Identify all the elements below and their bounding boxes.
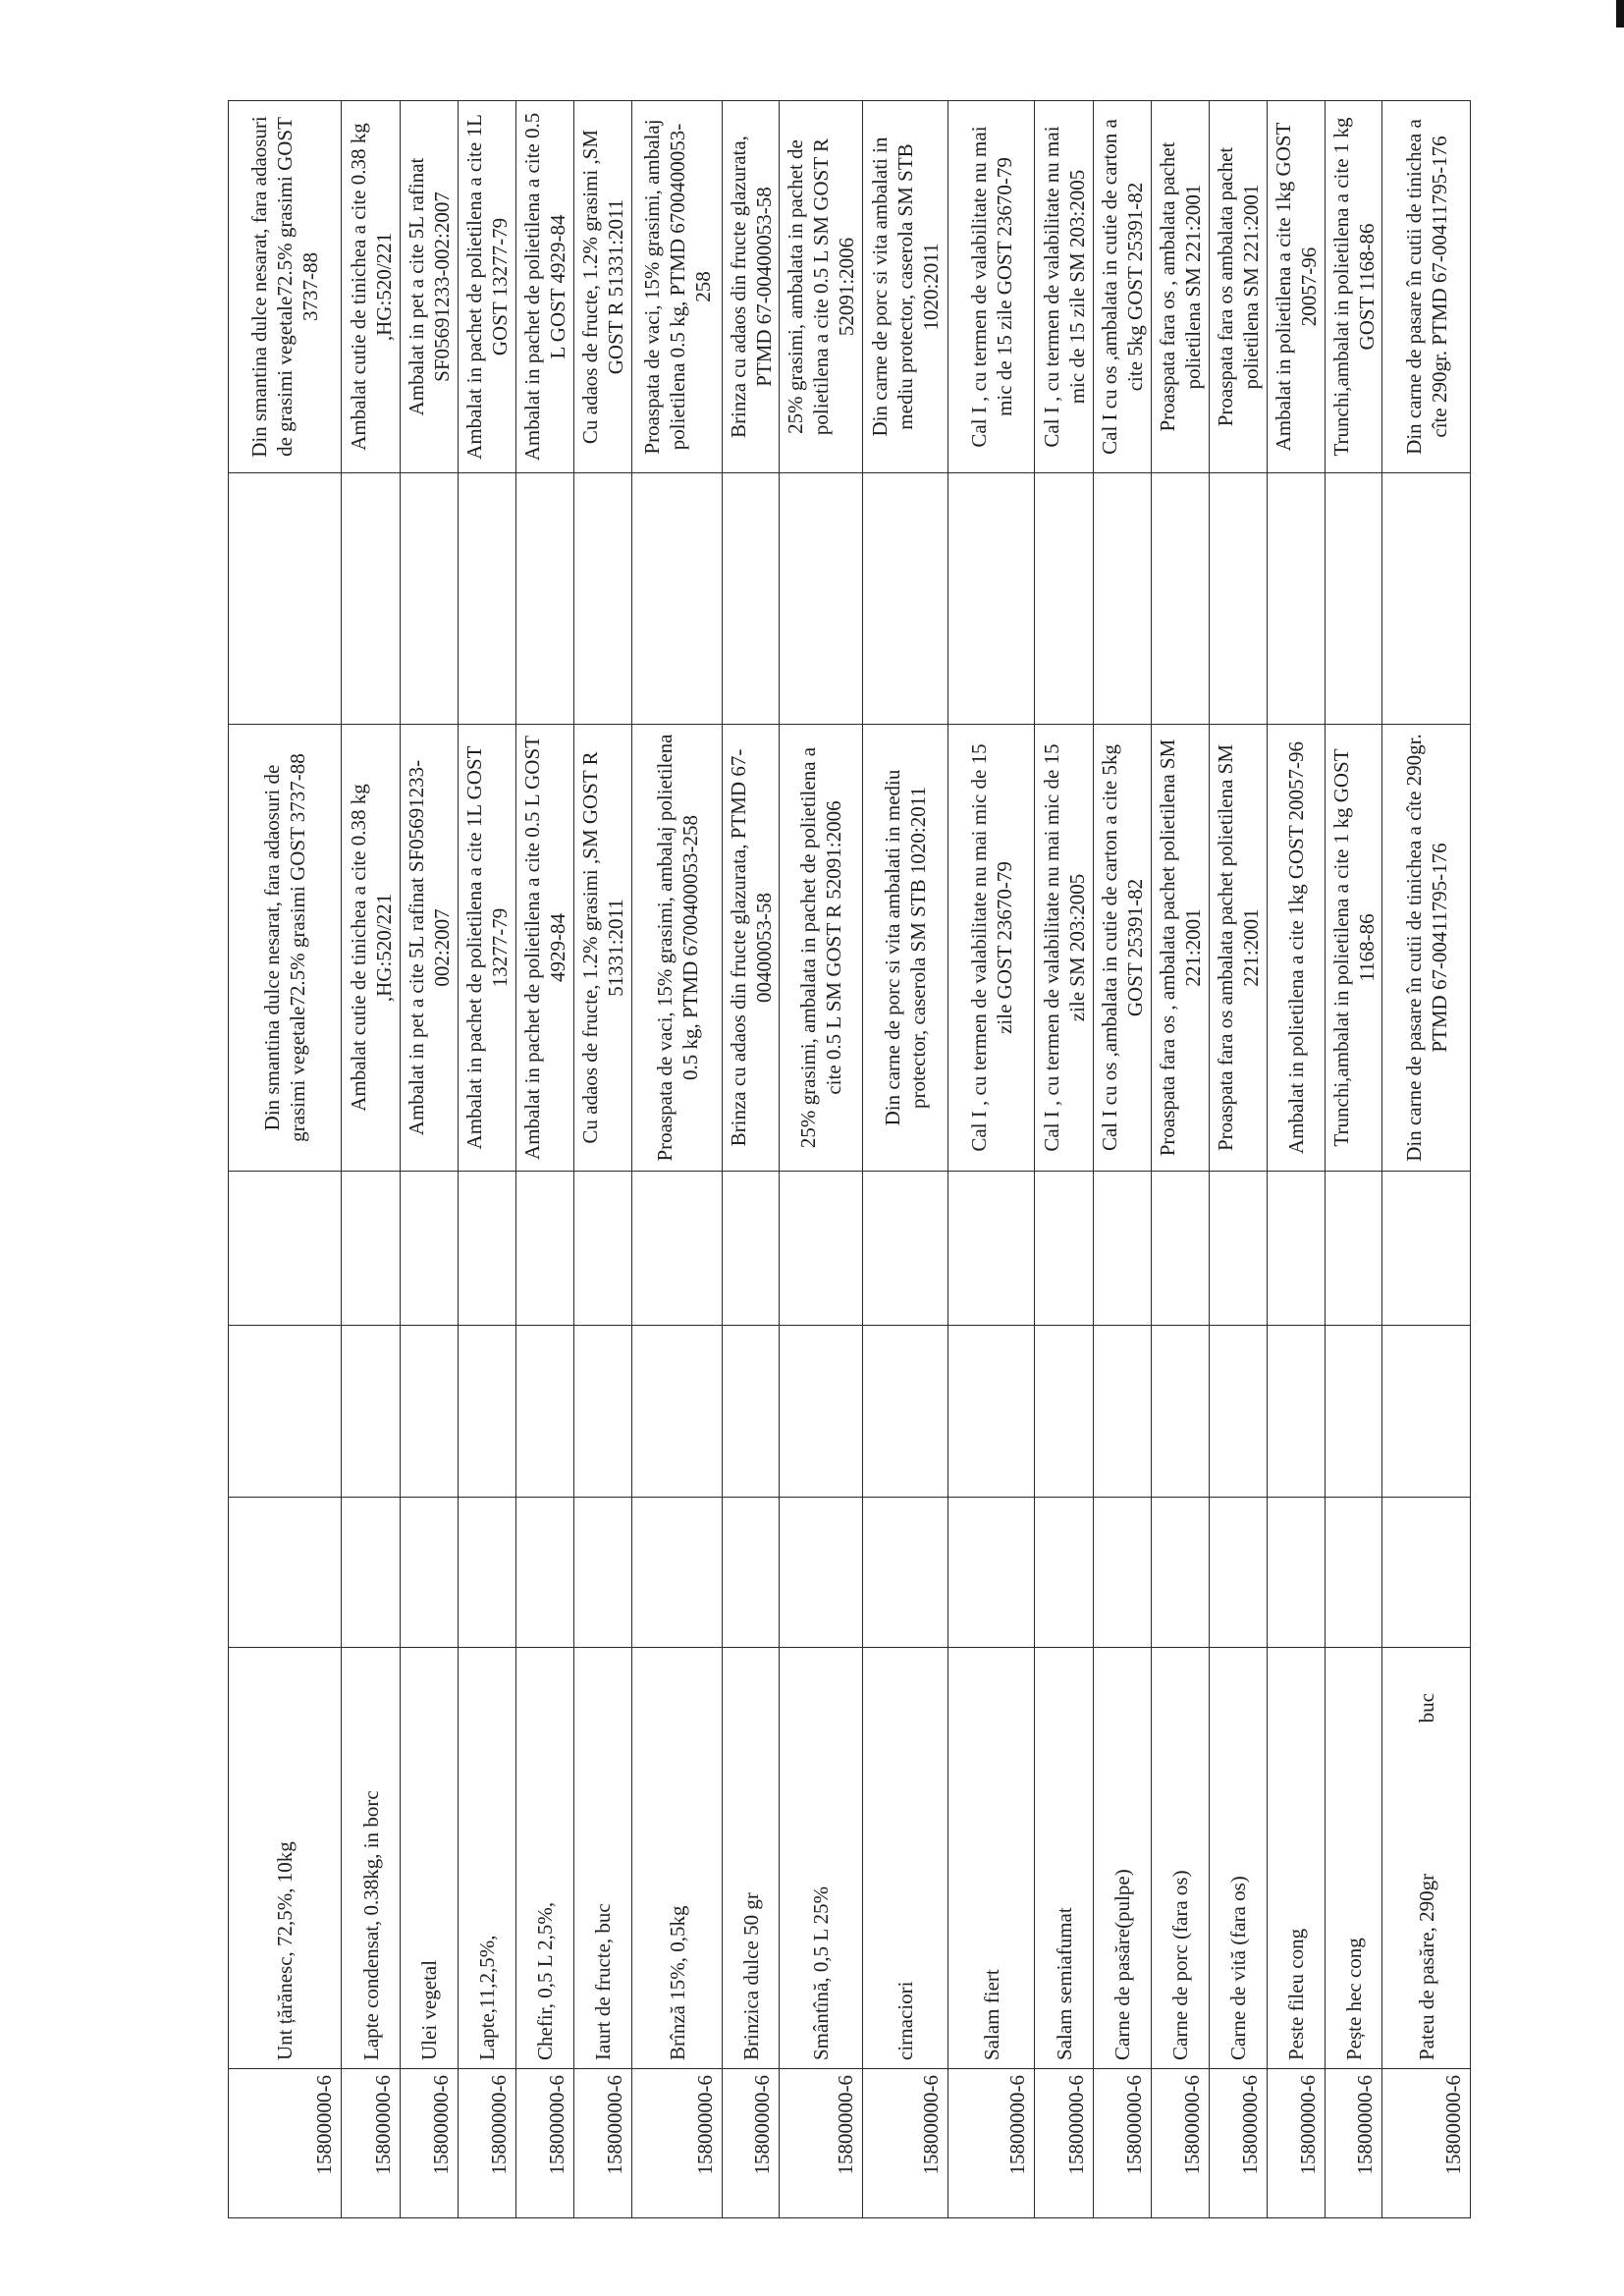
cpv-code-cell: 15800000-6: [229, 2069, 342, 2218]
table-row: [863, 101, 948, 2218]
empty-cell: [863, 1172, 948, 1326]
product-name-cell: [863, 1648, 948, 2069]
table-row: [1210, 101, 1268, 2218]
scan-edge-mark: [1616, 0, 1624, 27]
empty-cell: [1268, 1172, 1326, 1326]
product-name-cell: [401, 1648, 459, 2069]
empty-cell: [1094, 473, 1152, 725]
required-specification-cell: Cu adaos de fructe, 1.2% grasimi ,SM GOST R 51331:2011: [574, 725, 632, 1172]
product-name-cell: [780, 1648, 863, 2069]
offered-specification-cell: Ambalat cutie de tinichea a cite 0.38 kg ,HG:520/221: [342, 101, 401, 473]
cpv-code-cell: 15800000-6: [1382, 2069, 1471, 2218]
table-row: [1152, 101, 1210, 2218]
product-name-cell: [459, 1648, 516, 2069]
empty-cell: [1382, 1172, 1471, 1326]
empty-cell: [342, 1326, 401, 1498]
empty-cell: [401, 1498, 459, 1648]
product-name-cell: [1094, 1648, 1152, 2069]
product-name-cell: [229, 1648, 342, 2069]
product-name-cell: [948, 1648, 1035, 2069]
offered-specification-cell: Ambalat in polietilena a cite 1kg GOST 20057-96: [1268, 101, 1326, 473]
empty-cell: [1152, 473, 1210, 725]
product-name: Peste fileu cong: [1284, 1928, 1308, 2060]
empty-cell: [1268, 1498, 1326, 1648]
empty-cell: [516, 473, 574, 725]
rotated-page: [228, 101, 1470, 2218]
empty-cell: [632, 1326, 723, 1498]
offered-specification-cell: Cal I , cu termen de valabilitate nu mai mic de 15 zile SM 203:2005: [1035, 101, 1094, 473]
offered-specification-cell: Ambalat in pet a cite 5L rafinat SF05691233-002:2007: [401, 101, 459, 473]
product-specification-table: [228, 100, 1471, 2218]
empty-cell: [1326, 473, 1382, 725]
product-name: Lapte condensat, 0.38kg, in borc: [358, 1790, 383, 2060]
product-name: Iaurt de fructe, buc: [591, 1903, 615, 2060]
empty-cell: [1210, 1172, 1268, 1326]
empty-cell: [229, 1172, 342, 1326]
table-row: [1382, 101, 1471, 2218]
empty-cell: [459, 1326, 516, 1498]
empty-cell: [342, 473, 401, 725]
empty-cell: [948, 473, 1035, 725]
product-name: Carne de vită (fara os): [1226, 1876, 1250, 2060]
required-specification-cell: Ambalat in pet a cite 5L rafinat SF05691233-002:2007: [401, 725, 459, 1172]
cpv-code-cell: 15800000-6: [723, 2069, 780, 2218]
cpv-code-cell: 15800000-6: [401, 2069, 459, 2218]
empty-cell: [1094, 1172, 1152, 1326]
required-specification-cell: Din carne de pasare în cutii de tinichea a cîte 290gr. PTMD 67-00411795-176: [1382, 725, 1471, 1172]
empty-cell: [459, 1498, 516, 1648]
empty-cell: [723, 1172, 780, 1326]
empty-cell: [780, 1498, 863, 1648]
product-name-cell: [1382, 1648, 1471, 2069]
required-specification-cell: 25% grasimi, ambalata in pachet de polietilena a cite 0.5 L SM GOST R 52091:2006: [780, 725, 863, 1172]
empty-cell: [574, 473, 632, 725]
unit-label: buc: [1414, 1693, 1438, 1723]
cpv-code-cell: 15800000-6: [1326, 2069, 1382, 2218]
empty-cell: [401, 1172, 459, 1326]
product-name: Chefir, 0,5 L 2,5%,: [533, 1901, 557, 2060]
empty-cell: [516, 1326, 574, 1498]
cpv-code-cell: 15800000-6: [342, 2069, 401, 2218]
required-specification-cell: Cal I cu os ,ambalata in cutie de carton a cite 5kg GOST 25391-82: [1094, 725, 1152, 1172]
product-name: Carne de pasăre(pulpe): [1110, 1869, 1134, 2060]
product-name: Pește hec cong: [1341, 1938, 1366, 2060]
offered-specification-cell: Proaspata fara os , ambalata pachet polietilena SM 221:2001: [1152, 101, 1210, 473]
empty-cell: [574, 1498, 632, 1648]
empty-cell: [1382, 1498, 1471, 1648]
empty-cell: [863, 473, 948, 725]
empty-cell: [574, 1172, 632, 1326]
empty-cell: [632, 473, 723, 725]
required-specification-cell: Din smantina dulce nesarat, fara adaosuri de grasimi vegetale72.5% grasimi GOST 3737-88: [229, 725, 342, 1172]
empty-cell: [632, 1172, 723, 1326]
table-row: [1326, 101, 1382, 2218]
empty-cell: [1035, 473, 1094, 725]
required-specification-cell: Proaspata de vaci, 15% grasimi, ambalaj polietilena 0.5 kg, PTMD 6700400053-258: [632, 725, 723, 1172]
empty-cell: [723, 473, 780, 725]
empty-cell: [459, 473, 516, 725]
empty-cell: [1326, 1498, 1382, 1648]
empty-cell: [229, 1498, 342, 1648]
product-name: Brinzica dulce 50 gr: [738, 1892, 763, 2060]
required-specification-cell: Ambalat in pachet de polietilena a cite 1L GOST 13277-79: [459, 725, 516, 1172]
empty-cell: [948, 1172, 1035, 1326]
empty-cell: [342, 1498, 401, 1648]
empty-cell: [516, 1498, 574, 1648]
cpv-code-cell: 15800000-6: [1210, 2069, 1268, 2218]
product-name-cell: [1035, 1648, 1094, 2069]
empty-cell: [1382, 1326, 1471, 1498]
empty-cell: [780, 1326, 863, 1498]
empty-cell: [1035, 1172, 1094, 1326]
product-name: Salam fiert: [979, 1969, 1003, 2060]
table-row: [342, 101, 401, 2218]
table-row: [229, 101, 342, 2218]
offered-specification-cell: Trunchi,ambalat in polietilena a cite 1 kg GOST 1168-86: [1326, 101, 1382, 473]
offered-specification-cell: Din smantina dulce nesarat, fara adaosuri de grasimi vegetale72.5% grasimi GOST 3737-88: [229, 101, 342, 473]
empty-cell: [1094, 1498, 1152, 1648]
empty-cell: [1152, 1172, 1210, 1326]
offered-specification-cell: Brinza cu adaos din fructe glazurata, PTMD 67-00400053-58: [723, 101, 780, 473]
offered-specification-cell: Ambalat in pachet de polietilena a cite 1L GOST 13277-79: [459, 101, 516, 473]
empty-cell: [1152, 1326, 1210, 1498]
empty-cell: [1268, 1326, 1326, 1498]
required-specification-cell: Din carne de porc si vita ambalati in mediu protector, caserola SM STB 1020:2011: [863, 725, 948, 1172]
table-row: [780, 101, 863, 2218]
required-specification-cell: Ambalat cutie de tinichea a cite 0.38 kg ,HG:520/221: [342, 725, 401, 1172]
empty-cell: [401, 1326, 459, 1498]
required-specification-cell: Cal I , cu termen de valabilitate nu mai mic de 15 zile GOST 23670-79: [948, 725, 1035, 1172]
cpv-code-cell: 15800000-6: [1268, 2069, 1326, 2218]
cpv-code-cell: 15800000-6: [948, 2069, 1035, 2218]
offered-specification-cell: Cal I , cu termen de valabilitate nu mai mic de 15 zile GOST 23670-79: [948, 101, 1035, 473]
empty-cell: [229, 473, 342, 725]
required-specification-cell: Ambalat in pachet de polietilena a cite 0.5 L GOST 4929-84: [516, 725, 574, 1172]
offered-specification-cell: Cu adaos de fructe, 1.2% grasimi ,SM GOST R 51331:2011: [574, 101, 632, 473]
required-specification-cell: Cal I , cu termen de valabilitate nu mai mic de 15 zile SM 203:2005: [1035, 725, 1094, 1172]
product-name: Pateu de pasăre, 290gr: [1414, 1873, 1438, 2060]
product-name: Brînză 15%, 0,5kg: [665, 1905, 689, 2060]
product-name: Lapte,11,2,5%,: [475, 1935, 499, 2060]
product-name: Ulei vegetal: [417, 1959, 441, 2060]
empty-cell: [723, 1498, 780, 1648]
product-name: Unt țărănesc, 72,5%, 10kg: [273, 1841, 297, 2060]
product-name-cell: [516, 1648, 574, 2069]
table-row: [948, 101, 1035, 2218]
offered-specification-cell: Cal I cu os ,ambalata in cutie de carton a cite 5kg GOST 25391-82: [1094, 101, 1152, 473]
product-name-cell: [1326, 1648, 1382, 2069]
required-specification-cell: Proaspata fara os ambalata pachet polietilena SM 221:2001: [1210, 725, 1268, 1172]
empty-cell: [1094, 1326, 1152, 1498]
required-specification-cell: Brinza cu adaos din fructe glazurata, PTMD 67-00400053-58: [723, 725, 780, 1172]
product-name-cell: [1152, 1648, 1210, 2069]
table-row: [723, 101, 780, 2218]
empty-cell: [1210, 1326, 1268, 1498]
empty-cell: [1382, 473, 1471, 725]
empty-cell: [342, 1172, 401, 1326]
cpv-code-cell: 15800000-6: [459, 2069, 516, 2218]
product-name: Smântînă, 0,5 L 25%: [809, 1886, 833, 2060]
required-specification-cell: Trunchi,ambalat in polietilena a cite 1 kg GOST 1168-86: [1326, 725, 1382, 1172]
empty-cell: [1152, 1498, 1210, 1648]
cpv-code-cell: 15800000-6: [863, 2069, 948, 2218]
table-row: [1268, 101, 1326, 2218]
empty-cell: [1035, 1326, 1094, 1498]
cpv-code-cell: 15800000-6: [632, 2069, 723, 2218]
product-name-cell: [632, 1648, 723, 2069]
empty-cell: [1035, 1498, 1094, 1648]
table-row: [1035, 101, 1094, 2218]
table-row: [401, 101, 459, 2218]
offered-specification-cell: Din carne de porc si vita ambalati in mediu protector, caserola SM STB 1020:2011: [863, 101, 948, 473]
empty-cell: [863, 1498, 948, 1648]
product-name-cell: [1210, 1648, 1268, 2069]
empty-cell: [1268, 473, 1326, 725]
offered-specification-cell: Proaspata de vaci, 15% grasimi, ambalaj polietilena 0.5 kg, PTMD 6700400053-258: [632, 101, 723, 473]
empty-cell: [401, 473, 459, 725]
product-name: Salam semiafumat: [1052, 1907, 1076, 2060]
empty-cell: [1326, 1326, 1382, 1498]
empty-cell: [780, 1172, 863, 1326]
product-name-cell: [723, 1648, 780, 2069]
empty-cell: [948, 1326, 1035, 1498]
product-name-cell: [342, 1648, 401, 2069]
table-row: [632, 101, 723, 2218]
empty-cell: [574, 1326, 632, 1498]
empty-cell: [948, 1498, 1035, 1648]
required-specification-cell: Ambalat in polietilena a cite 1kg GOST 20057-96: [1268, 725, 1326, 1172]
empty-cell: [229, 1326, 342, 1498]
cpv-code-cell: 15800000-6: [1094, 2069, 1152, 2218]
empty-cell: [723, 1326, 780, 1498]
table-row: [574, 101, 632, 2218]
empty-cell: [1326, 1172, 1382, 1326]
offered-specification-cell: Din carne de pasare în cutii de tinichea a cîte 290gr. PTMD 67-00411795-176: [1382, 101, 1471, 473]
cpv-code-cell: 15800000-6: [1035, 2069, 1094, 2218]
offered-specification-cell: Proaspata fara os ambalata pachet polietilena SM 221:2001: [1210, 101, 1268, 473]
empty-cell: [632, 1498, 723, 1648]
table-row: [1094, 101, 1152, 2218]
table-row: [459, 101, 516, 2218]
product-name-cell: [574, 1648, 632, 2069]
cpv-code-cell: 15800000-6: [516, 2069, 574, 2218]
cpv-code-cell: 15800000-6: [1152, 2069, 1210, 2218]
empty-cell: [780, 473, 863, 725]
empty-cell: [863, 1326, 948, 1498]
cpv-code-cell: 15800000-6: [780, 2069, 863, 2218]
product-name-cell: [1268, 1648, 1326, 2069]
offered-specification-cell: 25% grasimi, ambalata in pachet de polietilena a cite 0.5 L SM GOST R 52091:2006: [780, 101, 863, 473]
empty-cell: [459, 1172, 516, 1326]
table-row: [516, 101, 574, 2218]
product-name: Carne de porc (fara os): [1168, 1870, 1192, 2060]
offered-specification-cell: Ambalat in pachet de polietilena a cite 0.5 L GOST 4929-84: [516, 101, 574, 473]
empty-cell: [1210, 473, 1268, 725]
product-name: cirnaciori: [893, 1981, 917, 2060]
required-specification-cell: Proaspata fara os , ambalata pachet polietilena SM 221:2001: [1152, 725, 1210, 1172]
cpv-code-cell: 15800000-6: [574, 2069, 632, 2218]
empty-cell: [516, 1172, 574, 1326]
empty-cell: [1210, 1498, 1268, 1648]
